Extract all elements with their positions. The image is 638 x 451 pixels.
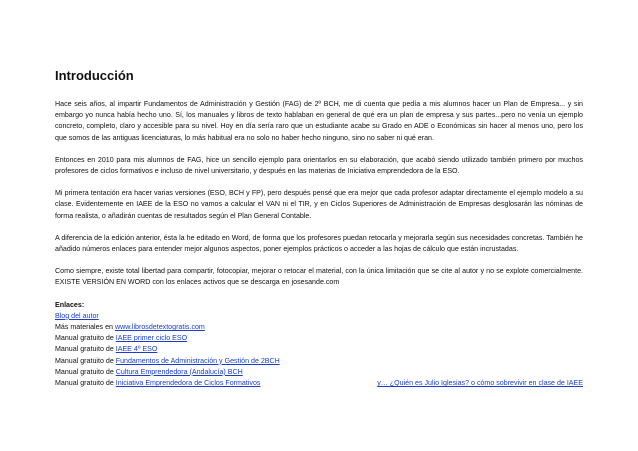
manual-prefix: Manual gratuito de: [55, 356, 114, 365]
paragraph-1: Hace seis años, al impartir Fundamentos de Administración y Gestión (FAG) de 2º BCH, me di cuenta que pedía a mis alumnos hacer un Plan de Empresa... y sin embargo yo nunca había hecho uno. Sí, los manuales y libros de texto hablaban en general de qué era un plan de empresa y sus partes...pero no venía un ejemplo concreto, completo, claro y accesible para su nivel. Hoy en día sería raro que un estudiante acabe su Grado en ADE o Económicas sin hacer al menos uno, pero los que somos de las antiguas licenciaturas, lo más habitual era no solo no haber hecho ninguno, sino no saber ni qué eran.: [55, 100, 583, 142]
manual-line: [55, 356, 583, 367]
paragraph-5: Como siempre, existe total libertad para compartir, fotocopiar, mejorar o retocar el material, con la única limitación que se cite al autor y no se explote comercialmente. EXISTE VERSIÓN EN WORD con los enlaces activos que se descarga en josesande.com: [55, 267, 583, 287]
manual-link-fag-2bch[interactable]: Fundamentos de Administración y Gestión de 2BCH: [115, 356, 280, 365]
manual-link-iniciativa-ciclos[interactable]: Iniciativa Emprendedora de Ciclos Formativos: [115, 379, 261, 388]
document-title: Introducción: [55, 68, 134, 83]
manual-line: [55, 344, 583, 355]
manual-prefix: Manual gratuito de: [55, 334, 114, 343]
manual-link-iaee-4-eso[interactable]: IAEE 4º ESO: [115, 345, 158, 354]
julio-iglesias-link[interactable]: y… ¿Quién es Julio Iglesias? o cómo sobrevivir en clase de IAEE: [377, 379, 583, 388]
paragraph-3: Mi primera tentación era hacer varias versiones (ESO, BCH y FP), pero después pensé que era mejor que cada profesor adaptar directamente el ejemplo modelo a su clase. Evidentemente en IAEE de la ESO no vamos a calcular el VAN ni el TIR, y en Ciclos Superiores de Administración de Empresas desglosarán las nóminas de forma realista, o añadirán cuentas de resultados según el Plan General Contable.: [55, 189, 583, 220]
more-materials-line: [55, 322, 583, 333]
manual-link-iaee-primer-ciclo[interactable]: IAEE primer ciclo ESO: [115, 334, 188, 343]
blog-link[interactable]: Blog del autor: [55, 311, 99, 320]
links-heading: Enlaces:: [55, 300, 85, 309]
manual-line: [55, 333, 583, 344]
manual-line: [55, 367, 583, 378]
librosdetextogratis-link[interactable]: www.librosdetextogratis.com: [114, 323, 205, 332]
manual-line-last: [55, 378, 583, 389]
manual-link-cultura-emprendedora[interactable]: Cultura Emprendedora (Andalucía) BCH: [115, 367, 243, 376]
links-section: [55, 300, 583, 390]
manual-prefix: Manual gratuito de: [55, 367, 114, 376]
paragraph-4: A diferencia de la edición anterior, ésta la he editado en Word, de forma que los profesores puedan retocarla y mejorarla según sus necesidades concretas. También he añadido números enlaces para entender mejor algunos aspectos, poner ejemplos prácticos o acceder a las hojas de cálculo que están incrustadas.: [55, 233, 583, 254]
more-materials-prefix: Más materiales en: [55, 323, 113, 332]
manual-prefix: Manual gratuito de: [55, 345, 114, 354]
manual-prefix: Manual gratuito de: [55, 379, 114, 388]
document-body: [55, 68, 583, 389]
paragraph-2: Entonces en 2010 para mis alumnos de FAG, hice un sencillo ejemplo para orientarlos en su elaboración, que acabó siendo utilizado también primero por muchos profesores de ciclos formativos e incluso de nivel universitario, y después en las materias de Iniciativa emprendedora de la ESO.: [55, 155, 583, 176]
